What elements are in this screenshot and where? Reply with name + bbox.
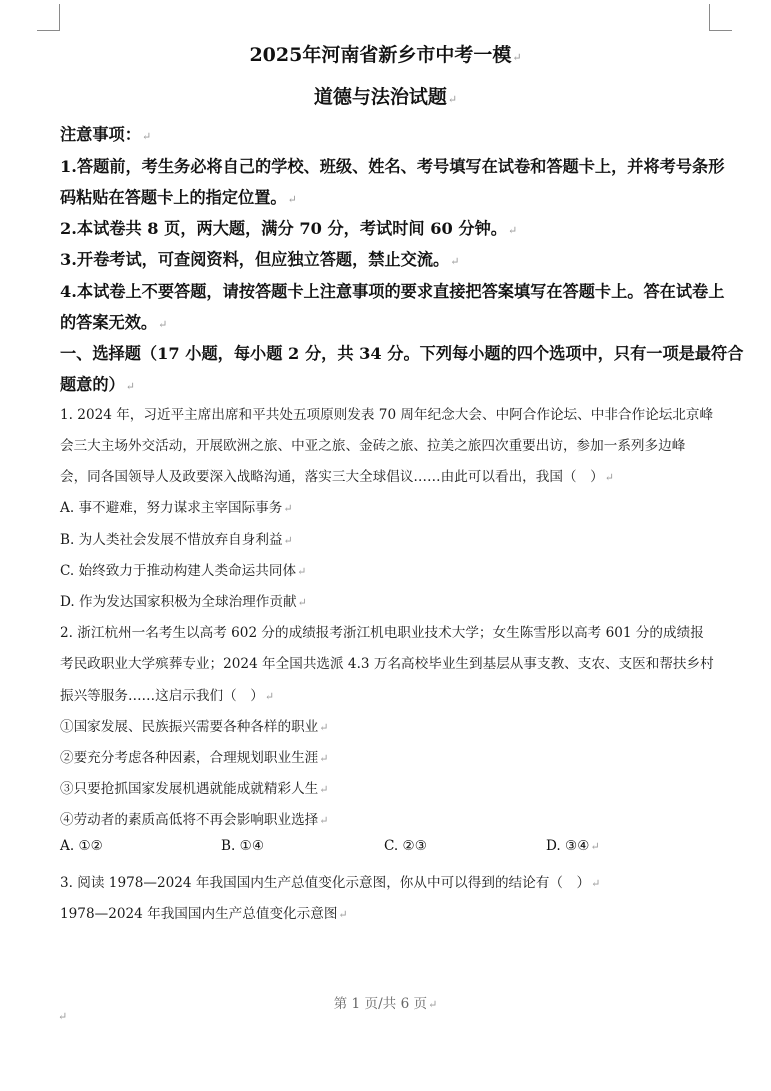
exam-subtitle: 道德与法治试题↵	[313, 86, 458, 108]
q2-statement-4: ④劳动者的素质高低将不再会影响职业选择↵	[60, 812, 329, 828]
q1-option-b: B. 为人类社会发展不惜放弃自身利益↵	[60, 532, 293, 548]
q2-statement-3: ③只要抢抓国家发展机遇就能成就精彩人生↵	[60, 781, 329, 797]
q1-option-d: D. 作为发达国家积极为全球治理作贡献↵	[60, 594, 307, 610]
section-heading-line-1: 一、选择题（17 小题，每小题 2 分，共 34 分。下列每小题的四个选项中，只有一项是最符合	[60, 344, 744, 363]
q2-option-d: D. ③④↵	[546, 838, 600, 854]
exam-title: 2025年河南省新乡市中考一模↵	[249, 44, 522, 66]
section-heading-line-2: 题意的）↵	[60, 375, 135, 394]
q1-option-a: A. 事不避难，努力谋求主宰国际事务↵	[60, 500, 293, 516]
q2-stem-line-2: 考民政职业大学殡葬专业；2024 年全国共选派 4.3 万名高校毕业生到基层从事支教、支农、支医和帮扶乡村	[60, 656, 714, 672]
top-right-crop-mark	[709, 4, 732, 31]
q1-stem-line-2: 会三大主场外交活动，开展欧洲之旅、中亚之旅、金砖之旅、拉美之旅四次重要出访，参加一系列多边峰	[60, 438, 686, 454]
q2-stem-line-1: 2. 浙江杭州一名考生以高考 602 分的成绩报考浙江机电职业技术大学；女生陈雪彤以高考 601 分的成绩报	[60, 625, 704, 641]
q2-option-b: B. ①④	[221, 838, 265, 854]
q2-option-a: A. ①②	[60, 838, 103, 854]
q1-option-c: C. 始终致力于推动构建人类命运共同体↵	[60, 563, 307, 579]
notice-heading: 注意事项：↵	[60, 125, 152, 144]
q2-option-c: C. ②③	[384, 838, 427, 854]
top-left-crop-mark	[37, 4, 60, 31]
q1-stem-line-1: 1. 2024 年，习近平主席出席和平共处五项原则发表 70 周年纪念大会、中阿合作论坛、中非合作论坛北京峰	[60, 407, 714, 423]
q3-stem: 3. 阅读 1978—2024 年我国国内生产总值变化示意图，你从中可以得到的结论有（ ）↵	[60, 875, 601, 891]
page-footer: 第 1 页/共 6 页↵	[333, 996, 438, 1012]
notice-item-2: 2.本试卷共 8 页，两大题，满分 70 分，考试时间 60 分钟。↵	[60, 219, 518, 238]
q2-statement-1: ①国家发展、民族振兴需要各种各样的职业↵	[60, 719, 329, 735]
q2-stem-line-3: 振兴等服务……这启示我们（ ）↵	[60, 688, 275, 704]
q3-chart-caption: 1978—2024 年我国国内生产总值变化示意图↵	[60, 906, 348, 922]
notice-item-3: 3.开卷考试，可查阅资料，但应独立答题，禁止交流。↵	[60, 250, 460, 269]
notice-item-4-line-2: 的答案无效。↵	[60, 313, 168, 332]
q2-statement-2: ②要充分考虑各种因素，合理规划职业生涯↵	[60, 750, 329, 766]
notice-item-1-line-1: 1.答题前，考生务必将自己的学校、班级、姓名、考号填写在试卷和答题卡上，并将考号条形	[60, 157, 725, 176]
paragraph-mark: ↵	[58, 1010, 68, 1023]
notice-item-4-line-1: 4.本试卷上不要答题，请按答题卡上注意事项的要求直接把答案填写在答题卡上。答在试卷上	[60, 282, 725, 301]
notice-item-1-line-2: 码粘贴在答题卡上的指定位置。↵	[60, 188, 297, 207]
q1-stem-line-3: 会，同各国领导人及政要深入战略沟通，落实三大全球倡议……由此可以看出，我国（ ）↵	[60, 469, 614, 485]
